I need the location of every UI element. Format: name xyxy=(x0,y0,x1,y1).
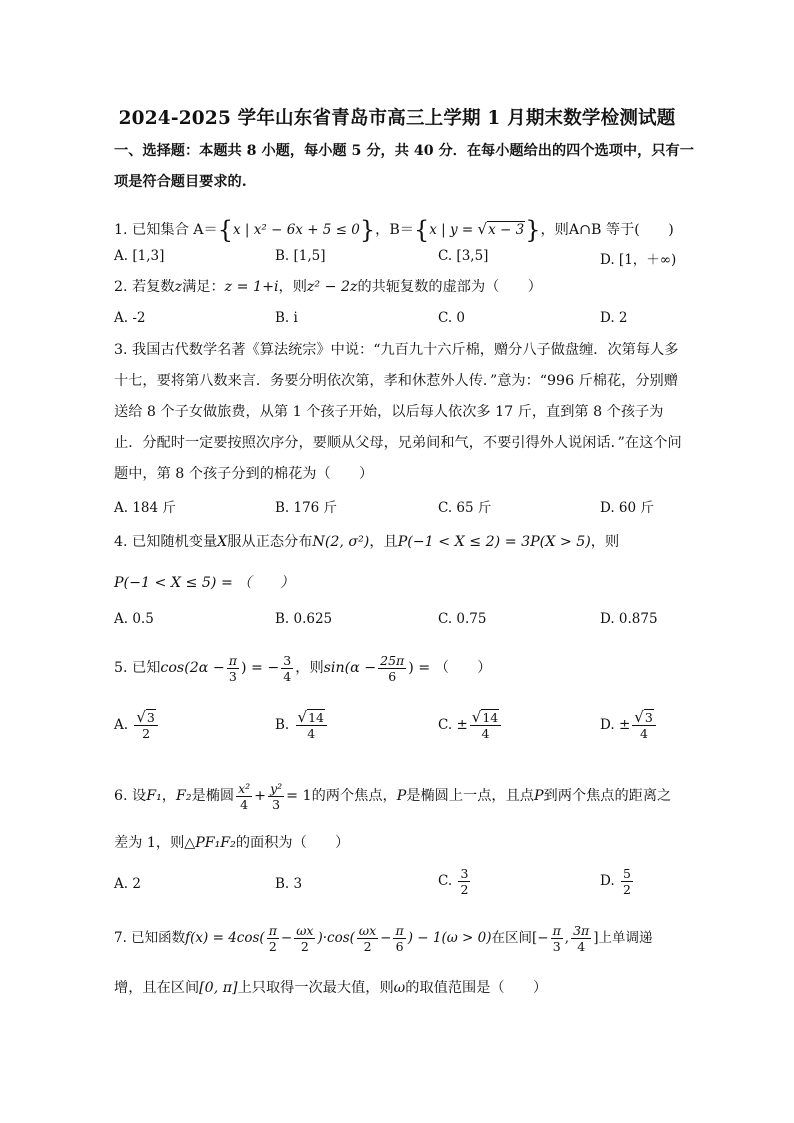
section-heading-line-1: 一、选择题：本题共 8 小题，每小题 5 分，共 40 分．在每小题给出的四个选项中，只有一 xyxy=(114,143,694,159)
q7-line2-a: 增，且在区间 xyxy=(114,980,200,996)
q5-options xyxy=(114,710,694,754)
q4-text-c: ，且 xyxy=(369,534,398,550)
q1-option-b[interactable]: B. [1,5] xyxy=(275,248,326,264)
q6-option-c-num: 3 xyxy=(460,866,469,881)
q7-omega: ω xyxy=(393,980,406,996)
q2-text-c: ，则 xyxy=(278,279,307,295)
q7-frac-2c: 2 xyxy=(363,939,372,954)
q2-text-d: 的共轭复数的虚部为（ ） xyxy=(357,279,542,295)
q6-option-b[interactable]: B. 3 xyxy=(275,876,303,892)
q5-equals-1: ) = − xyxy=(240,660,280,676)
q5-option-c-radicand: 14 xyxy=(482,710,499,725)
q7-text-c: 上单调递 xyxy=(598,930,653,946)
q4-option-b[interactable]: B. 0.625 xyxy=(275,611,333,627)
q5-option-d-label: D. xyxy=(600,717,615,733)
q7-frac-4: 4 xyxy=(577,939,586,954)
q6-text-a: 6. 设 xyxy=(114,788,147,804)
q7-interval-close: ] xyxy=(593,930,599,946)
q4-text-b: 服从正态分布 xyxy=(227,534,313,550)
q5-option-c-pm: ± xyxy=(456,717,468,733)
q6-option-c-den: 2 xyxy=(460,882,469,897)
question-4 xyxy=(114,532,684,552)
q6-frac-y2: y² xyxy=(270,780,283,796)
q1-options xyxy=(114,248,694,272)
q3-line-3: 送给 8 个子女做旅费，从第 1 个孩子开始，以后每人依次多 17 斤，直到第 8 个孩子为 xyxy=(114,404,664,420)
q4-text-a: 4. 已知随机变量 xyxy=(114,534,218,550)
q5-text-b: ，则 xyxy=(295,660,324,676)
q3-line-2: 十七，要将第八数来言．务要分明依次第，孝和休惹外人传．”意为：“996 斤棉花，分别赠 xyxy=(114,373,678,389)
q1-option-c[interactable]: C. [3,5] xyxy=(438,248,489,264)
q6-option-d-label: D. xyxy=(600,873,615,889)
q6-line-2 xyxy=(114,833,684,853)
q6-f1: F₁ xyxy=(146,788,162,804)
q5-option-c-label: C. xyxy=(438,717,453,733)
q2-options xyxy=(114,310,694,334)
q5-equals-2: ) = （ ） xyxy=(408,660,492,676)
q6-f2: F₂ xyxy=(175,788,192,804)
q7-function: f(x) = 4cos( xyxy=(185,930,265,946)
q1-prefix: 1. 已知集合 A＝ xyxy=(114,222,218,238)
q6-option-c[interactable] xyxy=(438,866,472,897)
q5-option-a-den: 2 xyxy=(142,726,151,741)
q5-option-d[interactable]: D. ± $\frac{√3}{4}$ xyxy=(600,710,658,741)
q6-frac-x2: x² xyxy=(238,780,251,796)
q6-option-d-den: 2 xyxy=(622,882,631,897)
q7-frac-pi: π xyxy=(268,923,277,938)
q3-option-b[interactable]: B. 176 斤 xyxy=(275,500,338,516)
q7-frac-3pi: 3π xyxy=(573,923,590,938)
page-title: 2024-2025 学年山东省青岛市高三上学期 1 月期末数学检测试题 xyxy=(118,108,676,129)
q6-line2-b: 的面积为（ ） xyxy=(235,835,350,851)
q2-option-d[interactable]: D. 2 xyxy=(600,310,628,326)
q4-option-c[interactable]: C. 0.75 xyxy=(438,611,487,627)
question-5 xyxy=(114,650,684,686)
q4-option-a[interactable]: A. 0.5 xyxy=(114,611,154,627)
q4-text-d: ，则 xyxy=(590,534,620,550)
q1-option-a[interactable]: A. [1,3] xyxy=(114,248,165,264)
q6-sep: ， xyxy=(161,788,176,804)
q3-options xyxy=(114,496,694,520)
q6-option-c-label: C. xyxy=(438,873,453,889)
q3-line-4: 止．分配时一定要按照次序分，要顺从父母，兄弟间和气，不要引得外人说闲话．”在这个问 xyxy=(114,435,682,451)
q1-suffix: ，则A∩B 等于( ) xyxy=(540,222,674,238)
q6-text-d: 是椭圆上一点，且点 xyxy=(406,788,534,804)
q5-frac-num-3: 3 xyxy=(283,652,292,668)
q6-text-e: 到两个焦点的距离之 xyxy=(543,788,672,804)
q7-line2-c: 的取值范围是（ ） xyxy=(405,980,548,996)
q6-text-c: 的两个焦点， xyxy=(311,788,397,804)
q7-frac-pi-2: π xyxy=(395,923,404,938)
q2-option-b[interactable]: B. i xyxy=(275,310,298,326)
q2-text-b: 满足： xyxy=(182,279,225,295)
q7-text-b: 在区间 xyxy=(491,930,532,946)
q5-option-b-radicand: 14 xyxy=(308,710,324,725)
q7-mid: )·cos( xyxy=(317,930,355,946)
q5-text-a: 5. 已知 xyxy=(114,660,161,676)
q5-option-d-pm: ± xyxy=(618,717,631,733)
q4-equation: P(−1 < X ≤ 2) = 3P(X > 5) xyxy=(397,534,591,550)
q3-line-1: 3. 我国古代数学名著《算法统宗》中说：“九百九十六斤棉，赠分八子做盘缠．次第每人多 xyxy=(114,342,679,358)
q7-minus-2: − xyxy=(380,930,392,946)
q5-frac-den-4: 4 xyxy=(283,668,292,684)
q3-option-a[interactable]: A. 184 斤 xyxy=(114,500,176,516)
q4-distribution: N(2, σ²) xyxy=(312,534,370,550)
q1-set-b-radicand: x − 3 xyxy=(488,222,525,238)
q6-options xyxy=(114,866,694,906)
q5-option-c[interactable]: C. ± $\frac{√14}{4}$ xyxy=(438,710,503,741)
q3-line-5: 题中，第 8 个孩子分到的棉花为（ ） xyxy=(114,466,374,482)
q5-option-d-den: 4 xyxy=(640,726,648,741)
q7-comma: , xyxy=(564,930,570,946)
question-6 xyxy=(114,778,684,814)
q1-mid: ，B＝ xyxy=(375,222,414,238)
q7-frac-3: 3 xyxy=(552,939,561,954)
q4-options xyxy=(114,611,694,635)
q1-set-b: x | y = xyxy=(429,222,478,238)
q6-option-d[interactable] xyxy=(600,866,635,897)
q4-var-x: X xyxy=(217,534,228,550)
q7-frac-wx2: ωx xyxy=(358,923,377,938)
q6-frac-3: 3 xyxy=(272,796,281,812)
q1-set-a: x | x² − 6x + 5 ≤ 0 xyxy=(233,222,360,238)
q7-line2-b: 上只取得一次最大值，则 xyxy=(237,980,394,996)
q5-option-b-label: B. xyxy=(275,717,290,733)
q5-option-a[interactable]: A. $\frac{√3}{2}$ xyxy=(114,710,160,741)
q2-equation: z = 1+i xyxy=(224,279,279,295)
q5-frac-25pi: 25π xyxy=(380,652,405,668)
q5-option-a-radicand: 3 xyxy=(146,710,155,725)
q6-option-a[interactable]: A. 2 xyxy=(114,876,141,892)
q7-frac-2b: 2 xyxy=(300,939,309,954)
q5-cos-expression: cos(2α − xyxy=(160,660,225,676)
q7-frac-6: 6 xyxy=(395,939,404,954)
q5-sin-expression: sin(α − xyxy=(323,660,377,676)
q5-frac-6: 6 xyxy=(388,668,397,684)
q5-option-c-den: 4 xyxy=(481,726,490,741)
q3-option-d[interactable]: D. 60 斤 xyxy=(600,500,654,516)
q6-equals: = 1 xyxy=(286,788,312,804)
question-1: 1. 已知集合 A＝{x | x² − 6x + 5 ≤ 0}，B＝{x | y = √x − 3}，则A∩B 等于( ) xyxy=(114,216,674,244)
q5-option-a-label: A. xyxy=(114,717,129,733)
q6-triangle: △PF₁F₂ xyxy=(184,835,236,851)
q7-text-a: 7. 已知函数 xyxy=(114,930,186,946)
q2-option-c[interactable]: C. 0 xyxy=(438,310,466,326)
q7-frac-wx: ωx xyxy=(296,923,314,938)
q2-expression: z² − 2z xyxy=(306,279,358,295)
q5-frac-3: 3 xyxy=(228,668,237,684)
q5-option-b-den: 4 xyxy=(307,726,316,741)
q5-option-d-radicand: 3 xyxy=(644,710,653,725)
q7-line-2 xyxy=(114,978,684,998)
q7-frac-pi-3: π xyxy=(552,923,561,938)
question-7 xyxy=(114,920,684,956)
q2-option-a[interactable]: A. -2 xyxy=(114,310,146,326)
q6-frac-4: 4 xyxy=(240,796,249,812)
q6-option-d-num: 5 xyxy=(622,866,631,881)
q6-line2-a: 差为 1，则 xyxy=(114,835,185,851)
q6-plus: + xyxy=(254,788,267,804)
q3-option-c[interactable]: C. 65 斤 xyxy=(438,500,492,516)
q7-minus: − xyxy=(280,930,293,946)
q1-option-d[interactable]: D. [1，＋∞) xyxy=(600,252,677,268)
q6-var-p: P xyxy=(396,788,407,804)
question-2 xyxy=(114,277,684,297)
q5-option-b[interactable]: B. $\frac{√14}{4}$ xyxy=(275,710,329,741)
q4-line-2: P(−1 < X ≤ 5) = （ ） xyxy=(114,575,295,591)
q7-tail: ) − 1(ω > 0) xyxy=(407,930,492,946)
q7-interval-open: [− xyxy=(531,930,549,946)
q6-text-b: 是椭圆 xyxy=(191,788,235,804)
q4-option-d[interactable]: D. 0.875 xyxy=(600,611,658,627)
q7-interval-2: [0, π] xyxy=(199,980,238,996)
q7-frac-2: 2 xyxy=(268,939,277,954)
q2-text-a: 2. 若复数 xyxy=(114,279,175,295)
section-heading-line-2: 项是符合题目要求的. xyxy=(114,174,247,190)
q2-var-z: z xyxy=(174,279,183,295)
q6-var-p-2: P xyxy=(533,788,544,804)
q5-frac-pi: π xyxy=(228,652,237,668)
